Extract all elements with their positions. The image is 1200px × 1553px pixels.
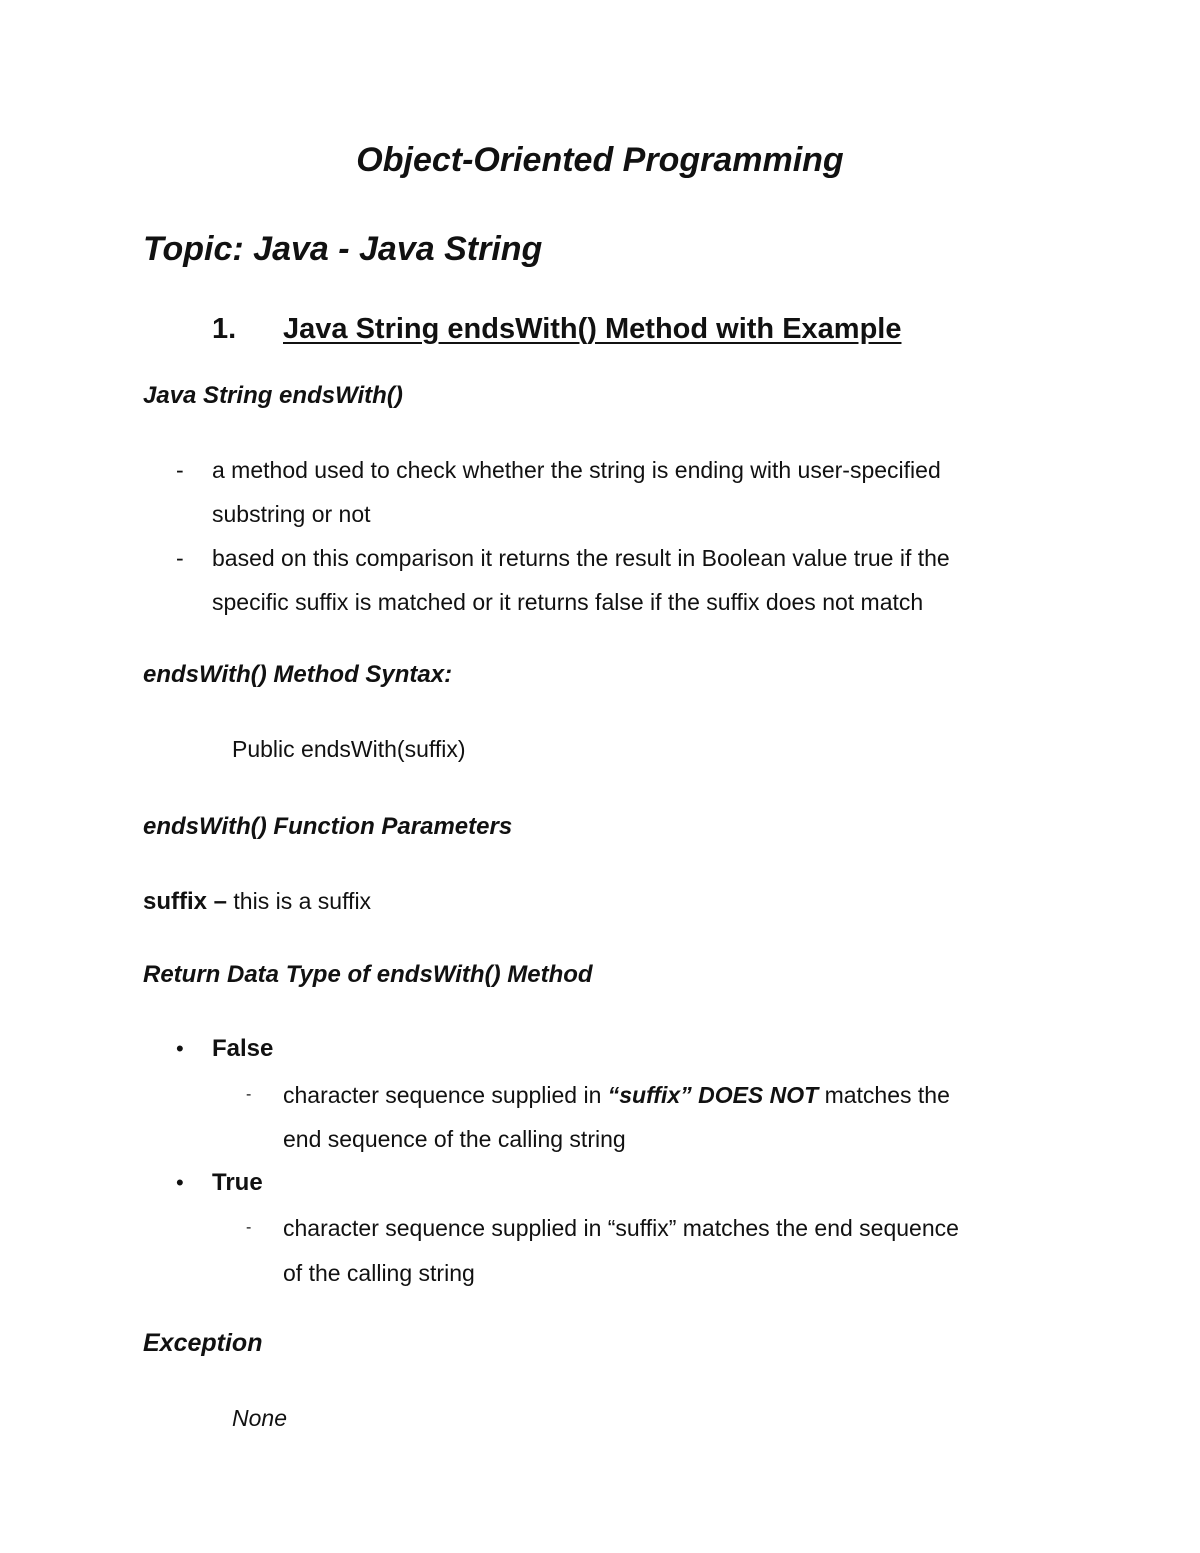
return-false-line-1 [283,1082,950,1109]
parameter-name: suffix – [143,888,228,915]
bullet-dash-marker: - [176,545,184,571]
bullet-dot-marker: • [176,1036,184,1061]
document-title: Object-Oriented Programming [356,141,844,179]
return-false-emphasis: “suffix” DOES NOT [607,1082,819,1108]
return-true-label: True [212,1169,263,1196]
return-false-line-2: end sequence of the calling string [283,1126,626,1152]
return-false-text-after: matches the [818,1082,950,1108]
exception-value: None [232,1405,287,1431]
definition-bullet-2-line-2: specific suffix is matched or it returns false if the suffix does not match [212,589,924,615]
definition-bullet-1-line-1: a method used to check whether the string is ending with user-specified [212,457,941,483]
section-number: 1. [212,313,237,345]
parameter-row [143,888,371,916]
return-type-heading: Return Data Type of endsWith() Method [143,961,593,988]
parameters-heading: endsWith() Function Parameters [143,813,513,840]
exception-heading: Exception [143,1329,263,1357]
parameter-description: this is a suffix [227,888,372,914]
return-false-label: False [212,1035,274,1062]
bullet-dot-marker: • [176,1170,184,1195]
section-title: Java String endsWith() Method with Example [283,313,902,345]
return-true-line-1: character sequence supplied in “suffix” matches the end sequence [283,1215,959,1241]
topic-heading: Topic: Java - Java String [143,230,543,268]
syntax-code: Public endsWith(suffix) [232,736,466,762]
definition-heading: Java String endsWith() [143,382,403,409]
bullet-dash-marker: - [176,457,184,483]
syntax-heading: endsWith() Method Syntax: [143,661,453,688]
return-true-line-2: of the calling string [283,1260,475,1286]
return-false-text-before: character sequence supplied in [283,1082,608,1108]
sub-dash-marker: - [246,1219,252,1236]
definition-bullet-2-line-1: based on this comparison it returns the result in Boolean value true if the [212,545,950,571]
definition-bullet-1-line-2: substring or not [212,501,371,527]
sub-dash-marker: - [246,1086,252,1103]
